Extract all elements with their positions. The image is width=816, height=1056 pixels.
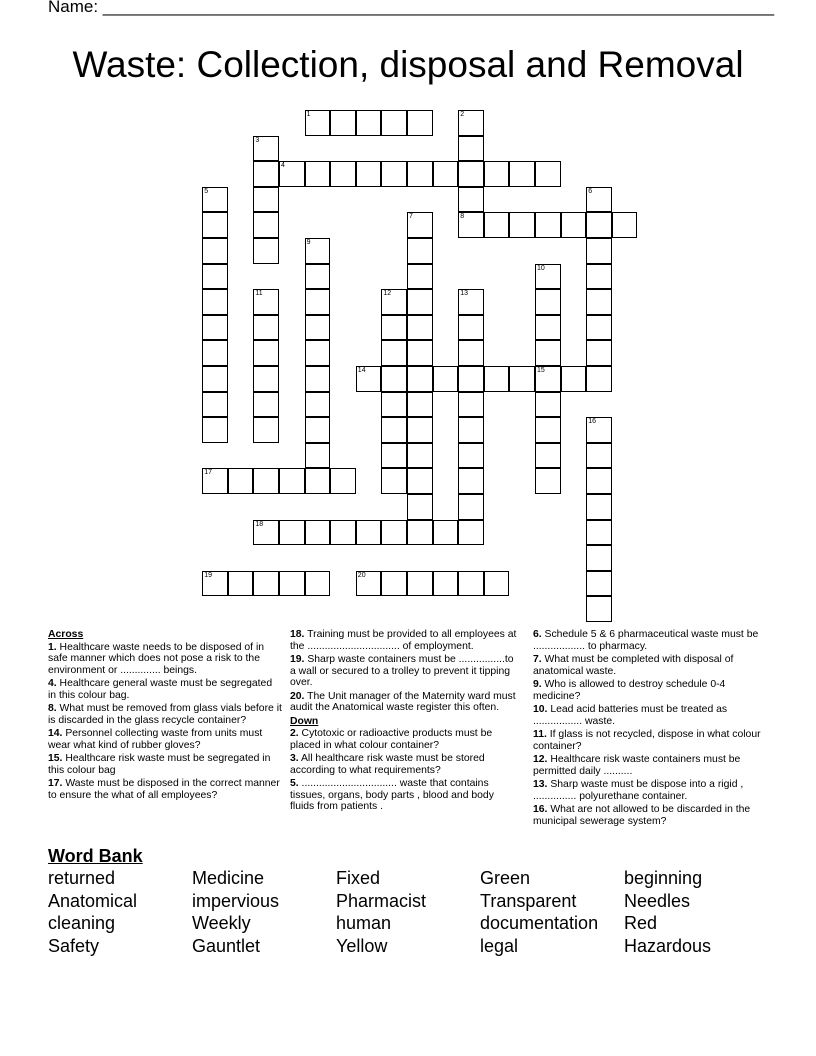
grid-cell[interactable] bbox=[535, 212, 561, 238]
name-field[interactable]: Name: _______________________________________________________________________ bbox=[48, 0, 775, 16]
grid-cell[interactable] bbox=[330, 520, 356, 546]
page-title: Waste: Collection, disposal and Removal bbox=[72, 44, 744, 85]
grid-cell[interactable] bbox=[305, 161, 331, 187]
grid-cell[interactable] bbox=[535, 366, 561, 392]
word-bank-word: Transparent bbox=[480, 890, 577, 911]
clue bbox=[290, 753, 520, 776]
grid-cell[interactable] bbox=[586, 494, 612, 520]
grid-cell[interactable] bbox=[381, 366, 407, 392]
grid-cell[interactable] bbox=[458, 468, 484, 494]
clue-number: 2. bbox=[290, 728, 299, 739]
grid-cell[interactable] bbox=[202, 289, 228, 315]
grid-cell[interactable] bbox=[407, 289, 433, 315]
clue-number: 7 bbox=[409, 213, 413, 221]
clue-text: If glass is not recycled, dispose in what colour container? bbox=[533, 729, 761, 752]
clue bbox=[290, 629, 520, 652]
word-bank-word: Medicine bbox=[192, 868, 265, 888]
grid-cell[interactable] bbox=[279, 468, 305, 494]
grid-cell[interactable] bbox=[202, 315, 228, 341]
grid-cell[interactable] bbox=[458, 161, 484, 187]
grid-cell[interactable] bbox=[509, 212, 535, 238]
clue-number: 14. bbox=[48, 728, 63, 739]
word-bank-word: Needles bbox=[624, 890, 691, 911]
clues-column-1 bbox=[48, 629, 283, 803]
grid-cell[interactable] bbox=[458, 212, 484, 238]
grid-cell[interactable] bbox=[407, 315, 433, 341]
grid-cell[interactable] bbox=[305, 468, 331, 494]
grid-cell[interactable] bbox=[356, 366, 382, 392]
grid-cell[interactable] bbox=[253, 187, 279, 213]
clue-text: Sharp waste must be dispose into a rigid , ............... polyurethane container. bbox=[533, 779, 744, 802]
grid-cell[interactable] bbox=[381, 340, 407, 366]
grid-cell[interactable] bbox=[381, 110, 407, 136]
grid-cell[interactable] bbox=[458, 136, 484, 162]
grid-cell[interactable] bbox=[561, 366, 587, 392]
grid-cell[interactable] bbox=[253, 520, 279, 546]
grid-cell[interactable] bbox=[458, 289, 484, 315]
grid-cell[interactable] bbox=[458, 520, 484, 546]
clue-text: Who is allowed to destroy schedule 0-4 medicine? bbox=[533, 679, 726, 702]
clue bbox=[533, 629, 768, 652]
clue-number: 14 bbox=[357, 367, 366, 374]
clue bbox=[48, 753, 283, 776]
clue-number: 15. bbox=[48, 753, 63, 764]
clue-number: 3 bbox=[255, 136, 260, 144]
grid-cell[interactable] bbox=[202, 417, 228, 443]
clue bbox=[48, 703, 283, 726]
grid-cell[interactable] bbox=[535, 443, 561, 469]
clue-text: ................................. waste that contains tissues, organs, body parts , blood and body fluids from patients . bbox=[290, 778, 494, 812]
grid-cell[interactable] bbox=[356, 520, 382, 546]
clue bbox=[48, 678, 283, 701]
grid-cell[interactable] bbox=[228, 468, 254, 494]
grid-cell[interactable] bbox=[407, 161, 433, 187]
grid-cell[interactable] bbox=[228, 571, 254, 597]
word-bank-word: beginning bbox=[624, 868, 703, 888]
grid-cell[interactable] bbox=[381, 468, 407, 494]
word-bank-title: Word Bank bbox=[48, 846, 143, 866]
word-bank-word: legal bbox=[480, 936, 519, 957]
grid-cell[interactable] bbox=[458, 340, 484, 366]
word-bank-word: Red bbox=[624, 913, 658, 934]
clue bbox=[533, 804, 768, 827]
word-bank-word: Safety bbox=[48, 936, 100, 957]
clue bbox=[290, 778, 520, 813]
grid-cell[interactable] bbox=[407, 571, 433, 597]
grid-cell[interactable] bbox=[458, 494, 484, 520]
clue-number: 8 bbox=[460, 213, 465, 221]
clue-number: 13 bbox=[460, 290, 468, 298]
clue bbox=[533, 704, 768, 727]
clue-number: 6 bbox=[588, 187, 593, 195]
across-heading: Across bbox=[48, 629, 84, 640]
grid-cell[interactable] bbox=[253, 366, 279, 392]
grid-cell[interactable] bbox=[407, 392, 433, 418]
clue-text: Healthcare general waste must be segregated in this colour bag. bbox=[48, 678, 273, 701]
clue-number: 12. bbox=[533, 754, 548, 765]
clue-number: 7. bbox=[533, 654, 542, 665]
grid-cell[interactable] bbox=[202, 366, 228, 392]
grid-cell[interactable] bbox=[612, 212, 638, 238]
grid-cell[interactable] bbox=[586, 315, 612, 341]
grid-cell[interactable] bbox=[381, 315, 407, 341]
clue bbox=[48, 728, 283, 751]
grid-cell[interactable] bbox=[535, 417, 561, 443]
clue-number: 17. bbox=[48, 778, 63, 789]
grid-cell[interactable] bbox=[484, 571, 510, 597]
grid-cell[interactable] bbox=[305, 289, 331, 315]
grid-cell[interactable] bbox=[330, 161, 356, 187]
grid-cell[interactable] bbox=[433, 161, 459, 187]
grid-cell[interactable] bbox=[253, 238, 279, 264]
grid-cell[interactable] bbox=[202, 212, 228, 238]
grid-cell[interactable] bbox=[458, 392, 484, 418]
word-bank-word: cleaning bbox=[48, 913, 116, 934]
clue-number: 20. bbox=[290, 690, 305, 702]
clue-number: 18 bbox=[255, 520, 264, 528]
word-bank-word: Gauntlet bbox=[192, 936, 261, 957]
word-bank bbox=[48, 867, 768, 958]
grid-cell[interactable] bbox=[253, 161, 279, 187]
grid-cell[interactable] bbox=[253, 340, 279, 366]
clue-number: 19. bbox=[290, 654, 305, 665]
grid-cell[interactable] bbox=[305, 571, 331, 597]
grid-cell[interactable] bbox=[535, 468, 561, 494]
grid-cell[interactable] bbox=[202, 264, 228, 290]
word-bank-word: documentation bbox=[480, 913, 599, 934]
grid-cell[interactable] bbox=[586, 443, 612, 469]
grid-cell[interactable] bbox=[202, 571, 228, 597]
grid-cell[interactable] bbox=[253, 212, 279, 238]
clue-text: Waste must be disposed in the correct manner to ensure the what of all employees? bbox=[48, 778, 280, 801]
clue-text: All healthcare risk waste must be stored according to what requirements? bbox=[290, 753, 485, 776]
grid-cell[interactable] bbox=[381, 392, 407, 418]
grid-cell[interactable] bbox=[407, 110, 433, 136]
grid-cell[interactable] bbox=[586, 571, 612, 597]
clue-text: Personnel collecting waste from units must wear what kind of rubber gloves? bbox=[48, 728, 263, 751]
word-bank-word: Fixed bbox=[336, 868, 381, 888]
grid-cell[interactable] bbox=[433, 366, 459, 392]
grid-cell[interactable] bbox=[407, 238, 433, 264]
clue bbox=[290, 654, 520, 689]
clues-column-2 bbox=[290, 629, 520, 815]
grid-cell[interactable] bbox=[586, 264, 612, 290]
grid-cell[interactable] bbox=[356, 571, 382, 597]
clue bbox=[48, 778, 283, 801]
grid-cell[interactable] bbox=[253, 468, 279, 494]
grid-cell[interactable] bbox=[407, 264, 433, 290]
grid-cell[interactable] bbox=[535, 264, 561, 290]
clue-number: 11 bbox=[255, 290, 263, 298]
grid-cell[interactable] bbox=[253, 315, 279, 341]
grid-cell[interactable] bbox=[253, 392, 279, 418]
grid-cell[interactable] bbox=[253, 136, 279, 162]
clue-text: Cytotoxic or radioactive products must be placed in what colour container? bbox=[290, 728, 493, 751]
clue bbox=[533, 779, 768, 802]
grid-cell[interactable] bbox=[330, 110, 356, 136]
grid-cell[interactable] bbox=[586, 545, 612, 571]
grid-cell[interactable] bbox=[586, 520, 612, 546]
clue-number: 5 bbox=[204, 187, 209, 195]
clue bbox=[290, 728, 520, 751]
grid-cell[interactable] bbox=[202, 187, 228, 213]
grid-cell[interactable] bbox=[433, 520, 459, 546]
clue bbox=[533, 679, 768, 702]
clue-text: The Unit manager of the Maternity ward must audit the Anatomical waste register this often. bbox=[290, 690, 516, 713]
clues-column-3 bbox=[533, 629, 768, 829]
clue-number: 10 bbox=[537, 264, 545, 272]
clue-number: 20 bbox=[357, 571, 366, 579]
grid-cell[interactable] bbox=[586, 340, 612, 366]
grid-cell[interactable] bbox=[586, 468, 612, 494]
grid-cell[interactable] bbox=[407, 417, 433, 443]
word-bank-word: Pharmacist bbox=[336, 890, 427, 911]
grid-cell[interactable] bbox=[458, 366, 484, 392]
clue-number: 3. bbox=[290, 753, 299, 764]
grid-cell[interactable] bbox=[586, 212, 612, 238]
word-bank-word: Hazardous bbox=[624, 936, 712, 957]
clue-number: 2 bbox=[460, 111, 465, 118]
clue-number: 4. bbox=[48, 678, 57, 689]
clue-text: Lead acid batteries must be treated as ................. waste. bbox=[533, 704, 728, 727]
clue-number: 15 bbox=[537, 367, 545, 374]
clue-text: Healthcare risk waste must be segregated in this colour bag bbox=[48, 753, 271, 776]
clue bbox=[533, 729, 768, 752]
grid-cell[interactable] bbox=[305, 417, 331, 443]
grid-cell[interactable] bbox=[305, 443, 331, 469]
grid-cell[interactable] bbox=[484, 212, 510, 238]
grid-cell[interactable] bbox=[535, 392, 561, 418]
grid-cell[interactable] bbox=[202, 468, 228, 494]
grid-cell[interactable] bbox=[381, 161, 407, 187]
grid-cell[interactable] bbox=[305, 340, 331, 366]
clue bbox=[290, 691, 520, 714]
clue-number: 17 bbox=[204, 469, 212, 477]
clue-text: Healthcare waste needs to be disposed of in safe manner which does not pose a risk to the environment or .............. beings. bbox=[48, 641, 265, 676]
grid-cell[interactable] bbox=[305, 392, 331, 418]
grid-cell[interactable] bbox=[279, 571, 305, 597]
clue-number: 16. bbox=[533, 804, 548, 815]
grid-cell[interactable] bbox=[458, 187, 484, 213]
clue-number: 12 bbox=[383, 290, 392, 298]
grid-cell[interactable] bbox=[407, 468, 433, 494]
clue-number: 8. bbox=[48, 703, 57, 714]
grid-cell[interactable] bbox=[305, 366, 331, 392]
word-bank-word: Green bbox=[480, 868, 531, 888]
clue-number: 9 bbox=[306, 239, 311, 246]
clue-number: 16 bbox=[588, 418, 596, 426]
grid-cell[interactable] bbox=[279, 161, 305, 187]
grid-cell[interactable] bbox=[407, 494, 433, 520]
clue-number: 11. bbox=[533, 729, 547, 740]
grid-cell[interactable] bbox=[381, 520, 407, 546]
grid-cell[interactable] bbox=[305, 264, 331, 290]
grid-cell[interactable] bbox=[535, 289, 561, 315]
word-bank-word: Anatomical bbox=[48, 890, 138, 911]
grid-cell[interactable] bbox=[305, 520, 331, 546]
grid-cell[interactable] bbox=[509, 161, 535, 187]
word-bank-word: human bbox=[336, 913, 392, 934]
grid-cell[interactable] bbox=[407, 366, 433, 392]
grid-cell[interactable] bbox=[535, 340, 561, 366]
clue-number: 5. bbox=[290, 778, 299, 789]
grid-cell[interactable] bbox=[484, 366, 510, 392]
grid-cell[interactable] bbox=[535, 315, 561, 341]
word-bank-word: Weekly bbox=[192, 913, 251, 934]
grid-cell[interactable] bbox=[381, 571, 407, 597]
grid-cell[interactable] bbox=[279, 520, 305, 546]
grid-cell[interactable] bbox=[407, 443, 433, 469]
clue bbox=[533, 754, 768, 777]
clue-text: Schedule 5 & 6 pharmaceutical waste must be .................. to pharmacy. bbox=[533, 629, 759, 652]
down-clues bbox=[290, 728, 520, 813]
grid-cell[interactable] bbox=[458, 315, 484, 341]
grid-cell[interactable] bbox=[407, 340, 433, 366]
grid-cell[interactable] bbox=[202, 238, 228, 264]
grid-cell[interactable] bbox=[356, 161, 382, 187]
grid-cell[interactable] bbox=[381, 289, 407, 315]
clue-number: 18. bbox=[290, 629, 305, 640]
grid-cell[interactable] bbox=[202, 392, 228, 418]
clue-text: Sharp waste containers must be ................to a wall or secured to a trolley to prevent it tipping over. bbox=[290, 654, 514, 688]
grid-cell[interactable] bbox=[202, 340, 228, 366]
grid-cell[interactable] bbox=[253, 571, 279, 597]
grid-cell[interactable] bbox=[586, 417, 612, 443]
grid-cell[interactable] bbox=[458, 110, 484, 136]
grid-cell[interactable] bbox=[381, 443, 407, 469]
clue-number: 1. bbox=[48, 641, 57, 653]
grid-cell[interactable] bbox=[253, 417, 279, 443]
grid-cell[interactable] bbox=[509, 366, 535, 392]
grid-cell[interactable] bbox=[586, 289, 612, 315]
clue-number: 10. bbox=[533, 704, 548, 715]
clue-number: 19 bbox=[204, 571, 212, 579]
clue-number: 1 bbox=[306, 111, 311, 118]
grid-cell[interactable] bbox=[458, 571, 484, 597]
grid-cell[interactable] bbox=[330, 468, 356, 494]
grid-cell[interactable] bbox=[535, 161, 561, 187]
clue-text: What must be completed with disposal of anatomical waste. bbox=[533, 654, 734, 677]
grid-cell[interactable] bbox=[561, 212, 587, 238]
grid-cell[interactable] bbox=[381, 417, 407, 443]
grid-cell[interactable] bbox=[484, 161, 510, 187]
clue-number: 4 bbox=[281, 162, 285, 170]
grid-cell[interactable] bbox=[356, 110, 382, 136]
clue-text: What must be removed from glass vials before it is discarded in the glass recycle container? bbox=[48, 703, 282, 726]
grid-cell[interactable] bbox=[305, 238, 331, 264]
clue bbox=[48, 642, 283, 677]
clue bbox=[533, 654, 768, 677]
down-heading: Down bbox=[290, 715, 319, 727]
grid-cell[interactable] bbox=[458, 443, 484, 469]
grid-cell[interactable] bbox=[586, 596, 612, 622]
clue-text: What are not allowed to be discarded in the municipal sewerage system? bbox=[533, 804, 751, 827]
across-clues-continued bbox=[290, 629, 520, 714]
clue-number: 9. bbox=[533, 679, 542, 690]
grid-cell[interactable] bbox=[407, 212, 433, 238]
clue-number: 6. bbox=[533, 629, 542, 640]
grid-cell[interactable] bbox=[586, 187, 612, 213]
word-bank-word: returned bbox=[48, 868, 116, 888]
grid-cell[interactable] bbox=[433, 571, 459, 597]
clue-number: 13. bbox=[533, 779, 548, 790]
clue-text: Training must be provided to all employees at the ................................ of employment. bbox=[290, 629, 517, 652]
clue-text: Healthcare risk waste containers must be permitted daily .......... bbox=[533, 754, 741, 777]
word-bank-word: Yellow bbox=[336, 936, 388, 957]
word-bank-word: impervious bbox=[192, 890, 280, 911]
grid-cell[interactable] bbox=[407, 520, 433, 546]
grid-cell[interactable] bbox=[305, 110, 331, 136]
grid-cell[interactable] bbox=[586, 366, 612, 392]
grid-cell[interactable] bbox=[586, 238, 612, 264]
grid-cell[interactable] bbox=[253, 289, 279, 315]
grid-cell[interactable] bbox=[305, 315, 331, 341]
grid-cell[interactable] bbox=[458, 417, 484, 443]
